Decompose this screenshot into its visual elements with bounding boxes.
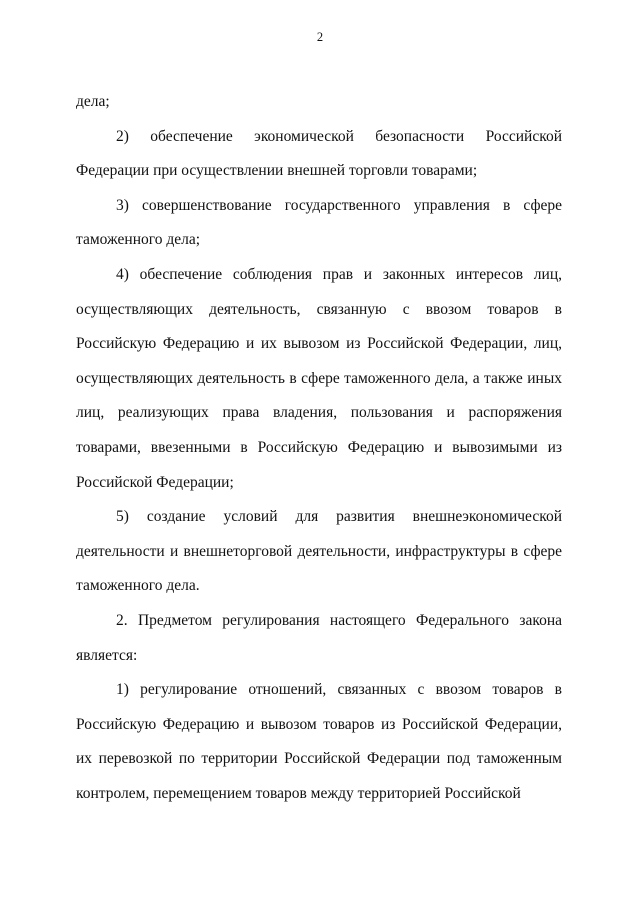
paragraph-item-3: 3) совершенствование государственного управления в сфере таможенного дела; [76, 196, 562, 249]
paragraph-section-2: 2. Предметом регулирования настоящего Федерального закона является: [76, 611, 562, 664]
document-body [76, 85, 562, 811]
paragraph-item-5: 5) создание условий для развития внешнеэкономической деятельности и внешнеторговой деятельности, инфраструктуры в сфере таможенного дела. [76, 508, 562, 595]
page-number: 2 [316, 30, 324, 44]
paragraph-section-2-item-1: 1) регулирование отношений, связанных с ввозом товаров в Российскую Федерацию и вывозом товаров из Российской Федерации, их перевозкой по территории Российской Федерации под таможенным контролем, перемещением товаров между территорией Российской [76, 681, 562, 802]
paragraph-continuation: дела; [76, 93, 110, 110]
paragraph-item-2: 2) обеспечение экономической безопасности Российской Федерации при осуществлении внешней торговли товарами; [76, 127, 562, 180]
paragraph-item-4: 4) обеспечение соблюдения прав и законных интересов лиц, осуществляющих деятельность, связанную с ввозом товаров в Российскую Федерацию и их вывозом из Российской Федерации, лиц, осуществляющих деятельность в сфере таможенного дела, а также иных лиц, реализующих права владения, пользования и распоряжения товарами, ввезенными в Российскую Федерацию и вывозимыми из Российской Федерации; [76, 265, 562, 491]
